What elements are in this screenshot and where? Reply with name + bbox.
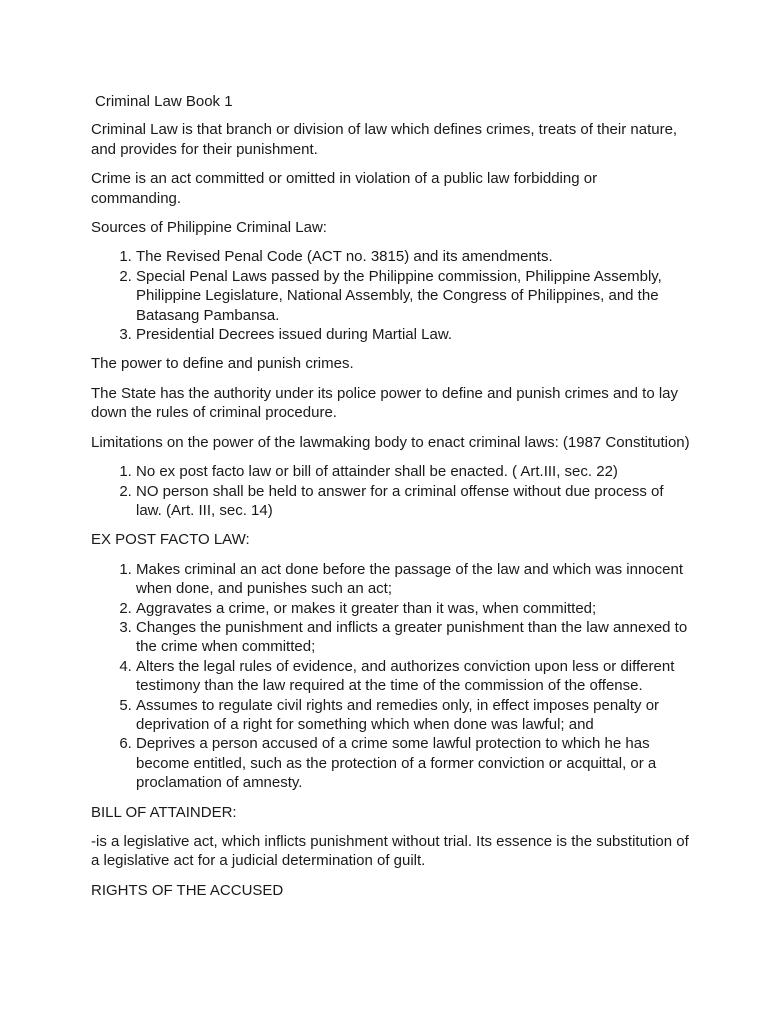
list-item: 2. Special Penal Laws passed by the Philippine commission, Philippine Assembly, Philippine Legislature, National Assembly, the Congress of Philippines, and the Batasang Pambansa. <box>136 267 691 325</box>
bill-of-attainder-heading: BILL OF ATTAINDER: <box>91 803 237 821</box>
list-item: 3. Presidential Decrees issued during Martial Law. <box>136 325 691 344</box>
sources-heading: Sources of Philippine Criminal Law: <box>91 219 327 237</box>
bill-of-attainder-text: -is a legislative act, which inflicts punishment without trial. Its essence is the substitution of a legislative act for a judicial determination of guilt. <box>91 833 689 870</box>
list-item: 6. Deprives a person accused of a crime some lawful protection to which he has become entitled, such as the protection of a former conviction or acquittal, or a proclamation of amnesty. <box>136 734 691 792</box>
list-item: 1. Makes criminal an act done before the passage of the law and which was innocent when done, and punishes such an act; <box>136 560 691 599</box>
list-item: 4. Alters the legal rules of evidence, and authorizes conviction upon less or different testimony than the law required at the time of the commission of the offense. <box>136 657 691 696</box>
sources-list <box>91 247 691 344</box>
document-title: Criminal Law Book 1 <box>95 93 233 110</box>
limitations-list <box>91 462 691 520</box>
list-item: 1. No ex post facto law or bill of attainder shall be enacted. ( Art.III, sec. 22) <box>136 462 691 481</box>
ex-post-facto-list <box>91 560 691 793</box>
list-item: 2. NO person shall be held to answer for a criminal offense without due process of law. (Art. III, sec. 14) <box>136 482 691 521</box>
document-body <box>91 92 691 910</box>
limitations-heading: Limitations on the power of the lawmaking body to enact criminal laws: (1987 Constitution) <box>91 433 690 451</box>
list-item: 5. Assumes to regulate civil rights and remedies only, in effect imposes penalty or deprivation of a right for something which when done was lawful; and <box>136 696 691 735</box>
power-text: The State has the authority under its police power to define and punish crimes and to lay down the rules of criminal procedure. <box>91 384 679 422</box>
power-heading: The power to define and punish crimes. <box>91 355 354 373</box>
list-item: 2. Aggravates a crime, or makes it greater than it was, when committed; <box>136 599 691 618</box>
ex-post-facto-heading: EX POST FACTO LAW: <box>91 531 250 549</box>
criminal-law-definition: Criminal Law is that branch or division of law which defines crimes, treats of their nature, and provides for their punishment. <box>91 121 678 158</box>
list-item: 1. The Revised Penal Code (ACT no. 3815) and its amendments. <box>136 247 691 266</box>
rights-of-accused-heading: RIGHTS OF THE ACCUSED <box>91 881 284 899</box>
list-item: 3. Changes the punishment and inflicts a greater punishment than the law annexed to the crime when committed; <box>136 618 691 657</box>
crime-definition: Crime is an act committed or omitted in violation of a public law forbidding or commanding. <box>91 170 598 207</box>
